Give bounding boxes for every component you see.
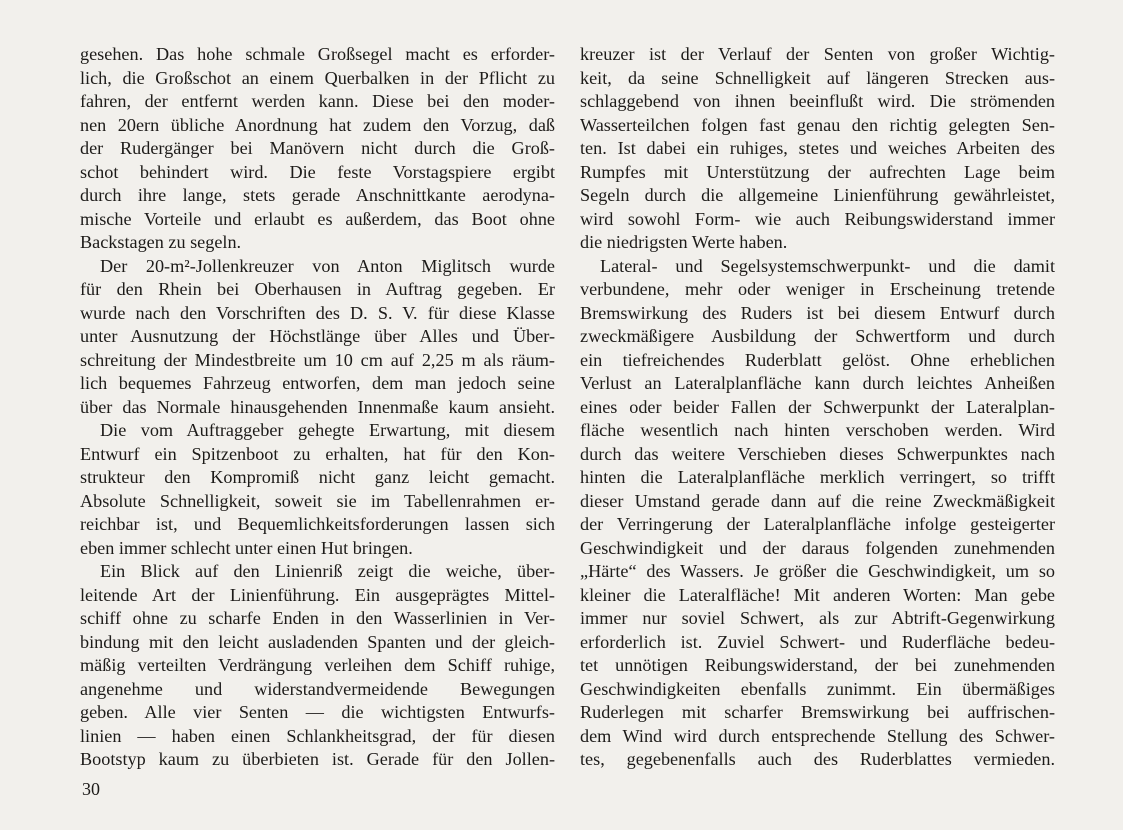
text-line: geben. Alle vier Senten — die wichtigsten Entwurfs- — [80, 702, 555, 723]
text-line: nen 20ern übliche Anordnung hat zudem den Vorzug, daß — [80, 114, 555, 135]
text-line: immer nur soviel Schwert, als zur Abtrift-Gegenwirkung — [580, 608, 1055, 629]
text-line: erforderlich ist. Zuviel Schwert- und Ruderfläche bedeu- — [580, 631, 1055, 652]
text-line: mäßig verteilten Verdrängung verleihen dem Schiff ruhige, — [80, 655, 555, 676]
text-line: Bootstyp kaum zu überbieten ist. Gerade für den Jollen- — [80, 749, 555, 770]
text-line: durch ihre lange, stets gerade Anschnittkante aerodyna- — [80, 185, 555, 206]
text-line: unter Ausnutzung der Höchstlänge über Alles und Über- — [80, 326, 555, 347]
text-line: Segeln durch die allgemeine Linienführung gewährleistet, — [580, 185, 1055, 206]
text-line: Ein Blick auf den Linienriß zeigt die weiche, über- — [100, 561, 555, 582]
text-line: kleiner die Lateralfläche! Mit anderen Worten: Man gebe — [580, 584, 1055, 605]
text-line: Absolute Schnelligkeit, soweit sie im Tabellenrahmen er- — [80, 490, 555, 511]
text-line: Rumpfes mit Unterstützung der aufrechten Lage beim — [580, 161, 1055, 182]
text-line: Die vom Auftraggeber gehegte Erwartung, mit diesem — [100, 420, 555, 441]
text-line: Entwurf ein Spitzenboot zu erhalten, hat für den Kon- — [80, 443, 555, 464]
text-line: lich bequemes Fahrzeug entworfen, dem man jedoch seine — [80, 373, 555, 394]
text-line: schreitung der Mindestbreite um 10 cm auf 2,25 m als räum- — [80, 349, 555, 370]
right-text-column — [580, 43, 1055, 772]
text-line: Bremswirkung des Ruders ist bei diesem Entwurf durch — [580, 302, 1055, 323]
text-line: fläche wesentlich nach hinten verschoben werden. Wird — [580, 420, 1055, 441]
text-line: Geschwindigkeit und der daraus folgenden zunehmenden — [580, 537, 1055, 558]
text-line: eben immer schlecht unter einen Hut bringen. — [80, 537, 413, 558]
text-line: kreuzer ist der Verlauf der Senten von großer Wichtig- — [580, 44, 1055, 64]
text-line: Verlust an Lateralplanfläche kann durch leichtes Anheißen — [580, 373, 1055, 394]
text-line: eines oder beider Fallen der Schwerpunkt der Lateralplan- — [580, 396, 1055, 417]
text-line: Ruderlegen mit scharfer Bremswirkung bei auffrischen- — [580, 702, 1055, 723]
text-line: mische Vorteile und erlaubt es außerdem, das Boot ohne — [80, 208, 555, 229]
text-line: über das Normale hinausgehenden Innenmaße kaum ansieht. — [80, 396, 555, 417]
text-line: zweckmäßigere Ausbildung der Schwertform und durch — [580, 326, 1055, 347]
text-line: leitende Art der Linienführung. Ein ausgeprägtes Mittel- — [80, 584, 555, 605]
text-line: wurde nach den Vorschriften des D. S. V. für diese Klasse — [80, 302, 555, 323]
text-line: Geschwindigkeiten ebenfalls zunimmt. Ein übermäßiges — [580, 678, 1055, 699]
text-line: hinten die Lateralplanfläche merklich verringert, so trifft — [580, 467, 1055, 488]
text-line: angenehme und widerstandvermeidende Bewegungen — [80, 678, 555, 699]
text-line: schlaggebend von ihnen beeinflußt wird. Die strömenden — [580, 91, 1055, 112]
text-line: dieser Umstand gerade dann auf die reine Zweckmäßigkeit — [580, 490, 1055, 511]
text-line: schot behindert wird. Die feste Vorstagspiere ergibt — [80, 161, 555, 182]
text-line: Der 20-m²-Jollenkreuzer von Anton Miglitsch wurde — [100, 255, 555, 276]
text-line: der Rudergänger bei Manövern nicht durch die Groß- — [80, 138, 555, 159]
text-line: Backstagen zu segeln. — [80, 232, 242, 253]
text-line: verbundene, mehr oder weniger in Erscheinung tretende — [580, 279, 1055, 300]
text-line: Wasserteilchen folgen fast genau den richtig gelegten Sen- — [580, 114, 1055, 135]
text-line: dem Wind wird durch entsprechende Stellung des Schwer- — [580, 725, 1055, 746]
text-line: strukteur den Kompromiß nicht ganz leicht gemacht. — [80, 467, 555, 488]
text-line: fahren, der entfernt werden kann. Diese bei den moder- — [80, 91, 555, 112]
text-line: durch das weitere Verschieben dieses Schwerpunktes nach — [580, 443, 1055, 464]
text-line: ten. Ist dabei ein ruhiges, stetes und weiches Arbeiten des — [580, 138, 1055, 159]
text-line: keit, da seine Schnelligkeit auf längeren Strecken aus- — [580, 67, 1055, 88]
text-line: tes, gegebenenfalls auch des Ruderblattes vermieden. — [580, 749, 1055, 770]
text-line: bindung mit den leicht ausladenden Spanten und der gleich- — [80, 631, 555, 652]
text-line: ein tiefreichendes Ruderblatt gelöst. Ohne erheblichen — [580, 349, 1055, 370]
text-line: gesehen. Das hohe schmale Großsegel macht es erforder- — [80, 44, 555, 64]
text-line: reichbar ist, und Bequemlichkeitsforderungen lassen sich — [80, 514, 555, 535]
text-line: schiff ohne zu scharfe Enden in den Wasserlinien in Ver- — [80, 608, 555, 629]
page-number: 30 — [82, 779, 100, 799]
text-line: lich, die Großschot an einem Querbalken in der Pflicht zu — [80, 67, 555, 88]
text-line: für den Rhein bei Oberhausen in Auftrag gegeben. Er — [80, 279, 555, 300]
left-text-column — [80, 43, 555, 772]
text-line: linien — haben einen Schlankheitsgrad, der für diesen — [80, 725, 555, 746]
text-line: „Härte“ des Wassers. Je größer die Geschwindigkeit, um so — [580, 561, 1055, 582]
text-line: die niedrigsten Werte haben. — [580, 232, 788, 253]
text-line: wird sowohl Form- wie auch Reibungswiderstand immer — [580, 208, 1055, 229]
text-line: der Verringerung der Lateralplanfläche infolge gesteigerter — [580, 514, 1055, 535]
text-line: tet unnötigen Reibungswiderstand, der bei zunehmenden — [580, 655, 1055, 676]
text-line: Lateral- und Segelsystemschwerpunkt- und die damit — [600, 255, 1055, 276]
